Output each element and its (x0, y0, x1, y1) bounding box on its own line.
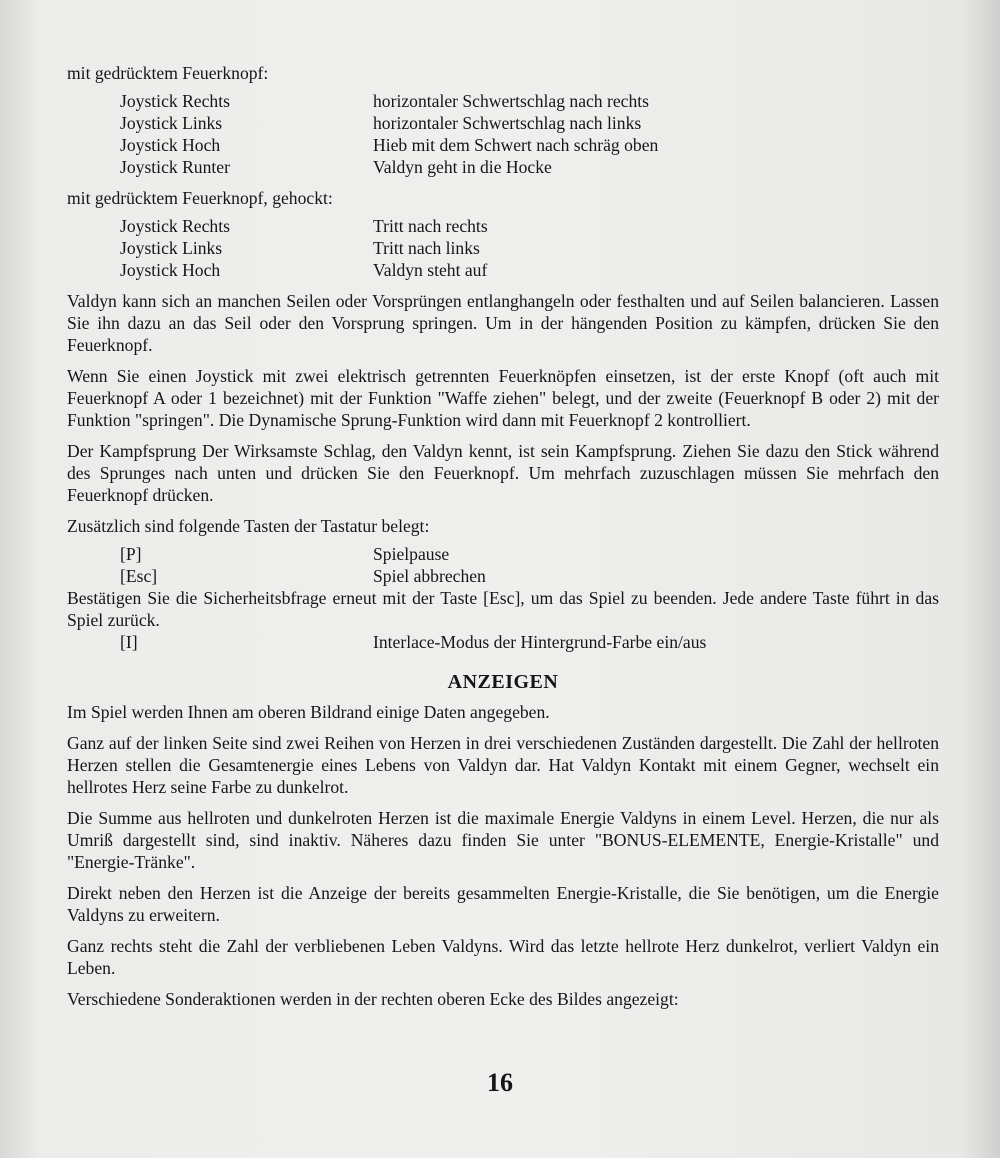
control-key: Joystick Links (120, 238, 223, 258)
key-name: [I] (120, 632, 138, 652)
section-heading: ANZEIGEN (447, 671, 559, 693)
key-action: Spielpause (373, 544, 450, 564)
key-name: [Esc] (120, 566, 158, 586)
control-key: Joystick Hoch (120, 135, 221, 155)
paragraph-special-actions: Verschiedene Sonderaktionen werden in der rechten oberen Ecke des Bildes angezeigt: (67, 989, 679, 1009)
paragraph-hearts: Ganz auf der linken Seite sind zwei Reihen von Herzen in drei verschiedenen Zuständen dargestellt. Die Zahl der hellroten Herzen stellen die Gesamtenergie eines Lebens von Valdyn dar. Hat Valdyn Kontakt mit einem Gegner, wechselt ein hellrotes Herz seine Farbe zu dunkelrot. (67, 733, 939, 797)
control-key: Joystick Runter (120, 157, 230, 177)
control-row (67, 156, 939, 178)
control-key: Joystick Hoch (120, 260, 221, 280)
control-action: Tritt nach links (373, 238, 480, 258)
key-action: Interlace-Modus der Hintergrund-Farbe ein/aus (373, 632, 707, 652)
control-key: Joystick Links (120, 113, 223, 133)
control-key: Joystick Rechts (120, 91, 230, 111)
control-row (67, 134, 939, 156)
control-action: Valdyn steht auf (373, 260, 488, 280)
paragraph-two-buttons: Wenn Sie einen Joystick mit zwei elektrisch getrennten Feuerknöpfen einsetzen, ist der erste Knopf (oft auch mit Feuerknopf A oder 1 bezeichnet) mit der Funktion "Waffe ziehen" belegt, und der zweite (Feuerknopf B oder 2) mit der Funktion "springen". Die Dynamische Sprung-Funktion wird dann mit Feuerknopf 2 kontrolliert. (67, 366, 939, 430)
paragraph-lives: Ganz rechts steht die Zahl der verbliebenen Leben Valdyns. Wird das letzte hellrote Herz dunkelrot, verliert Valdyn ein Leben. (67, 936, 939, 978)
page-number: 16 (487, 1068, 513, 1097)
page-content (67, 62, 939, 1010)
control-row (67, 259, 939, 281)
key-name: [P] (120, 544, 142, 564)
keys-label: Zusätzlich sind folgende Tasten der Tastatur belegt: (67, 516, 430, 536)
control-row (67, 237, 939, 259)
control-key: Joystick Rechts (120, 216, 230, 236)
paragraph-crystals: Direkt neben den Herzen ist die Anzeige der bereits gesammelten Energie-Kristalle, die Sie benötigen, um die Energie Valdyns zu erweitern. (67, 883, 939, 925)
control-row (67, 90, 939, 112)
key-row (67, 565, 939, 587)
paragraph-display-intro: Im Spiel werden Ihnen am oberen Bildrand einige Daten angegeben. (67, 702, 550, 722)
keyboard-keys (67, 543, 939, 587)
fire-button-controls (67, 90, 939, 178)
control-action: Valdyn geht in die Hocke (373, 157, 552, 177)
paragraph-hangeln: Valdyn kann sich an manchen Seilen oder Vorsprüngen entlanghangeln oder festhalten und auf Seilen balancieren. Lassen Sie ihn dazu an das Seil oder den Vorsprung springen. Um in der hängenden Position zu kämpfen, drücken Sie den Feuerknopf. (67, 291, 939, 355)
esc-note: Bestätigen Sie die Sicherheitsbfrage erneut mit der Taste [Esc], um das Spiel zu beenden. Jede andere Taste führt in das Spiel zurück. (67, 588, 939, 630)
control-action: horizontaler Schwertschlag nach rechts (373, 91, 650, 111)
key-row (67, 631, 939, 653)
paragraph-energy-sum: Die Summe aus hellroten und dunkelroten Herzen ist die maximale Energie Valdyns in einem Level. Herzen, die nur als Umriß dargestellt sind, sind inaktiv. Näheres dazu finden Sie unter "BONUS-ELEMENTE, Energie-Kristalle" und "Energie-Tränke". (67, 808, 939, 872)
control-action: Hieb mit dem Schwert nach schräg oben (373, 135, 659, 155)
section-label-crouched: mit gedrücktem Feuerknopf, gehockt: (67, 188, 333, 208)
section-label-fire: mit gedrücktem Feuerknopf: (67, 63, 269, 83)
control-row (67, 215, 939, 237)
control-action: Tritt nach rechts (373, 216, 488, 236)
control-action: horizontaler Schwertschlag nach links (373, 113, 642, 133)
key-row (67, 543, 939, 565)
control-row (67, 112, 939, 134)
interlace-key (67, 631, 939, 653)
crouched-controls (67, 215, 939, 281)
paragraph-kampfsprung: Der Kampfsprung Der Wirksamste Schlag, den Valdyn kennt, ist sein Kampfsprung. Ziehen Sie dazu den Stick während des Sprunges nach unten und drücken Sie den Feuerknopf. Um mehrfach zuzuschlagen müssen Sie mehrfach den Feuerknopf drücken. (67, 441, 939, 505)
key-action: Spiel abbrechen (373, 566, 486, 586)
